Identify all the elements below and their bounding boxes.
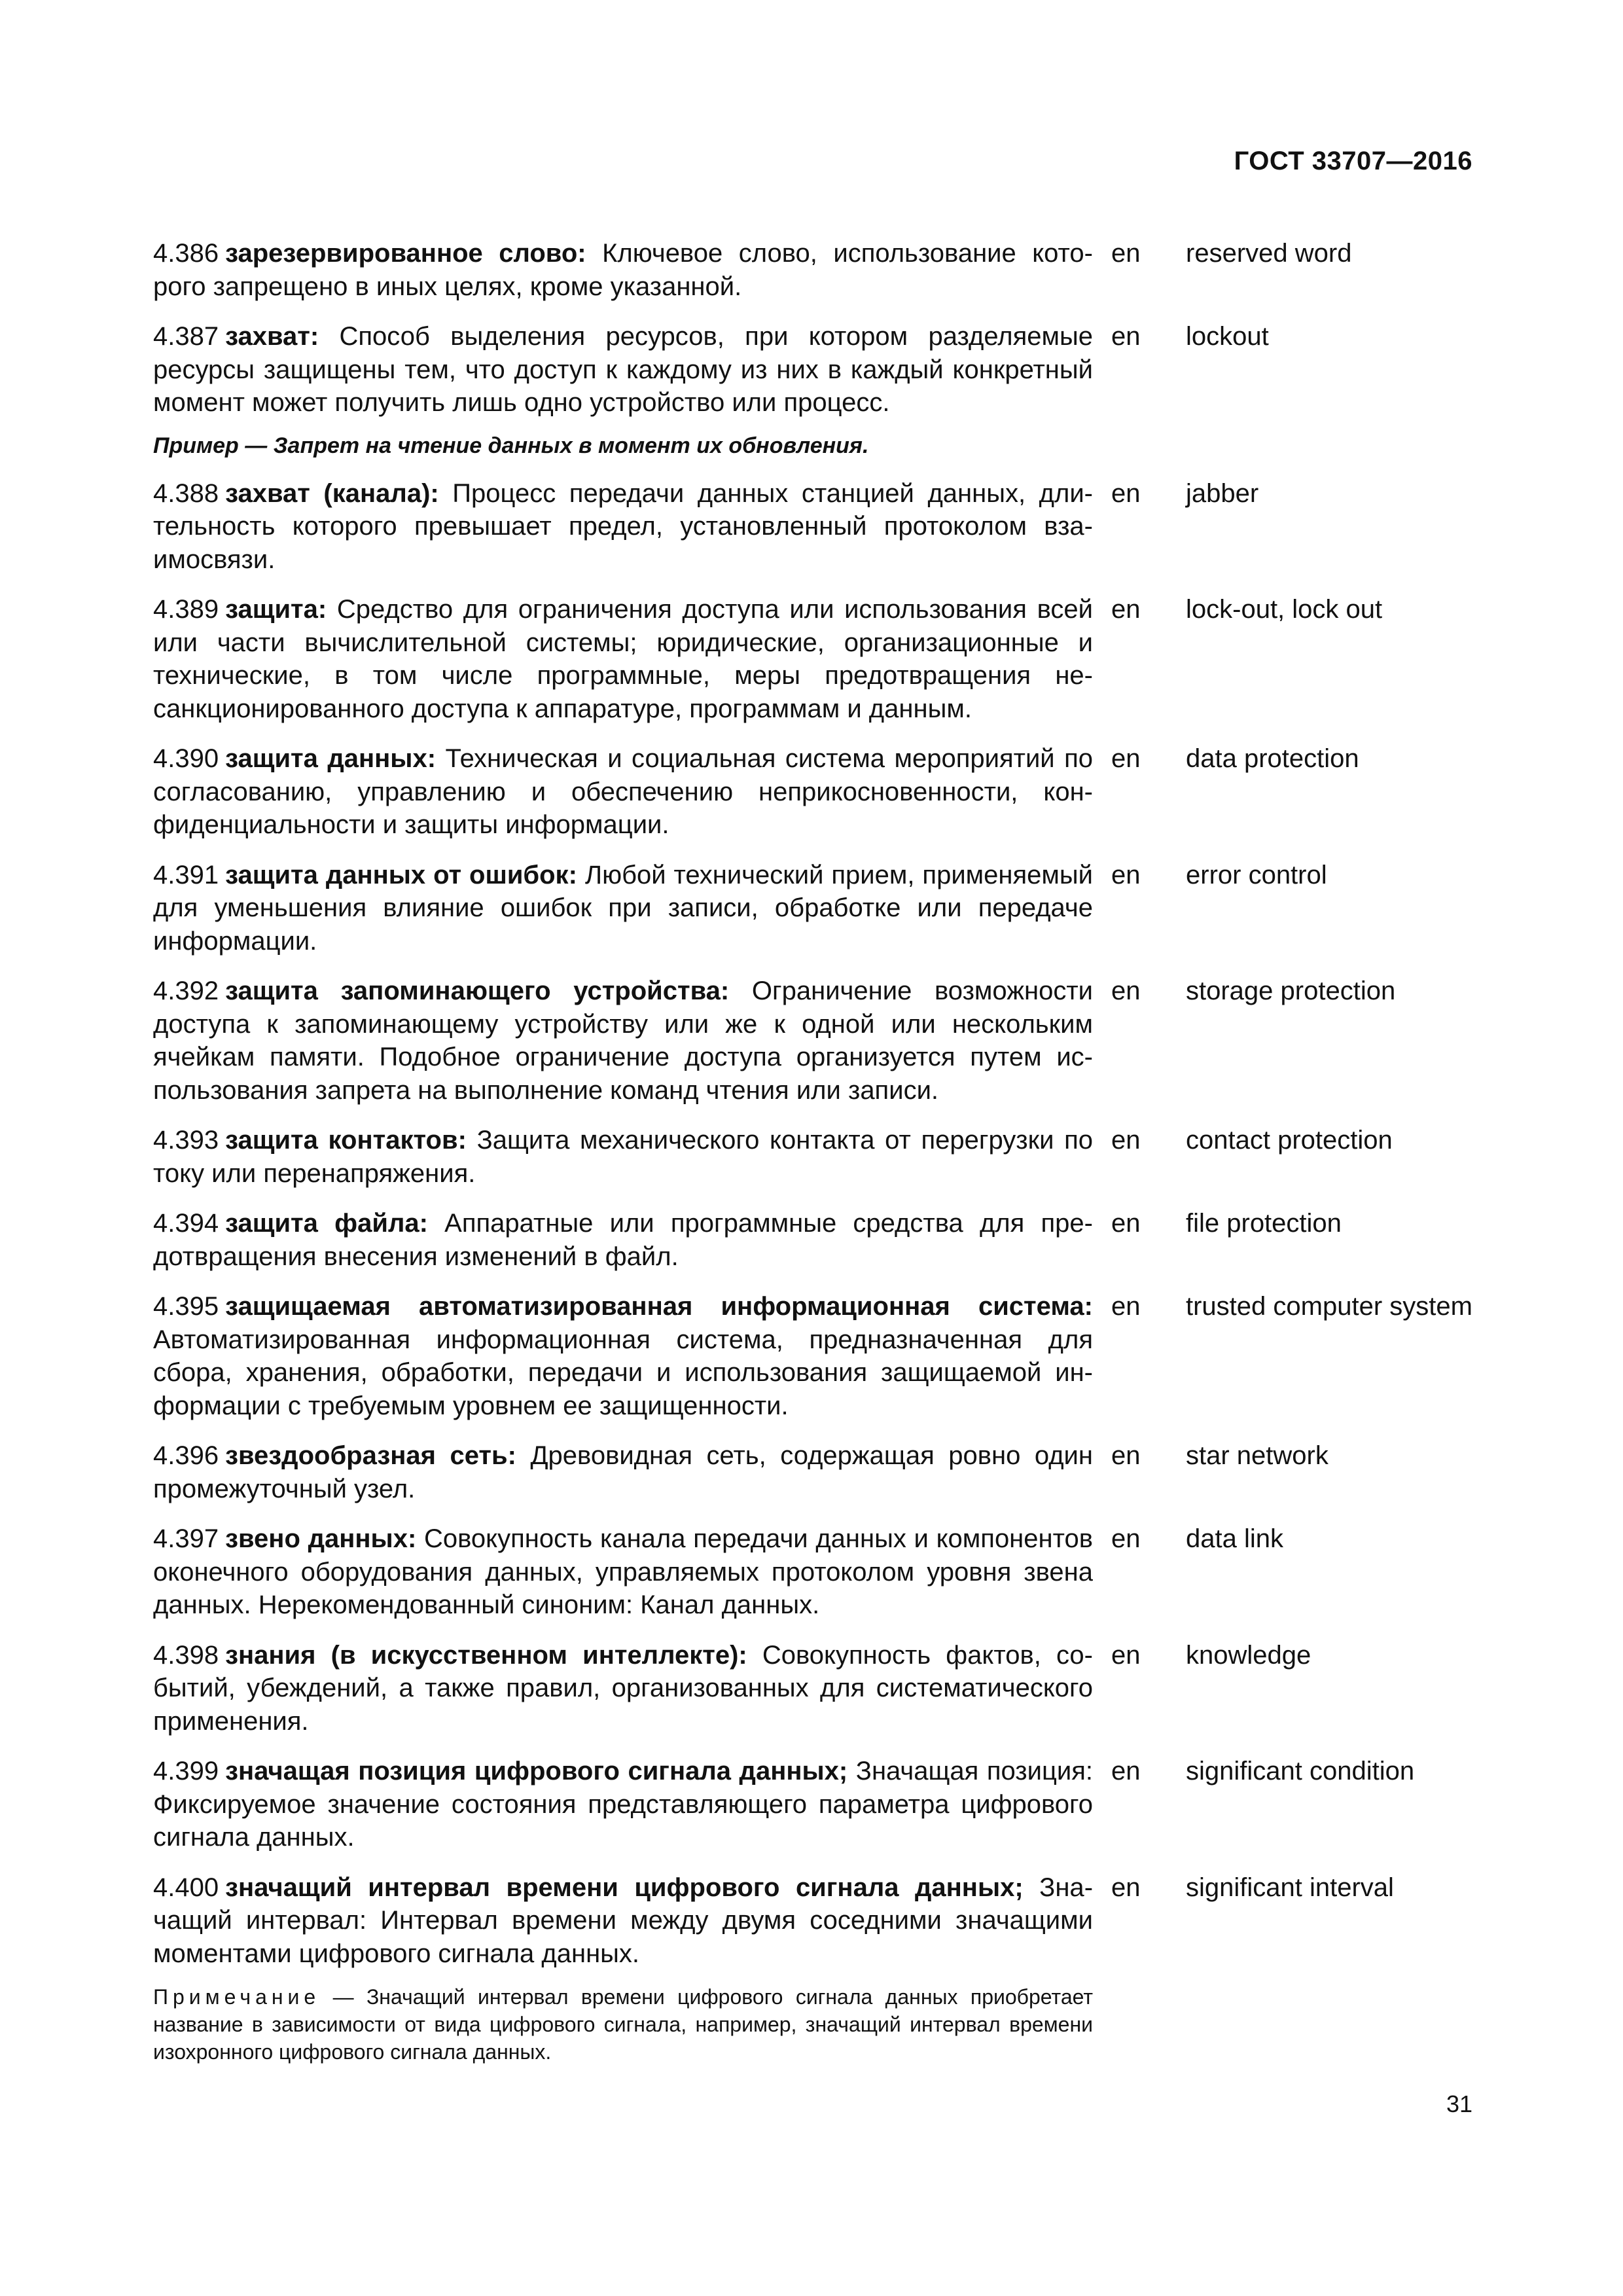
entry-number: 4.388 [153,478,219,508]
entry-definition [153,859,1093,958]
entry-term: захват: [225,322,319,351]
entry-english-term: file protection [1186,1209,1342,1238]
entry-number: 4.395 [153,1292,219,1321]
entry-definition [153,1639,1093,1738]
entry-definition [153,1124,1093,1190]
entry-text: Аппаратные или программные средства для предотвращения внесения изменений в файл. [153,1209,1093,1271]
entry-term: защита: [225,595,327,624]
entry-definition [153,237,1093,303]
entry-number: 4.389 [153,595,219,624]
note-body: — Значащий интервал времени цифрового сигнала данных приобретает название в зависимости от вида цифрового сигнала, например, значащий интервал времени изохронного цифрового сигнала данных. [153,1985,1093,2064]
entry-text: Ключевое слово, использование которого запрещено в иных целях, кроме указанной. [153,239,1093,301]
entry-definition [153,477,1093,577]
entry-term: захват (канала): [225,478,439,508]
page-number: 31 [1446,2090,1472,2117]
entry-english-term: star network [1186,1441,1329,1470]
glossary-entry [153,975,1482,1107]
entry-term: значащая позиция цифрового сигнала данных; [225,1757,848,1785]
entry-number: 4.398 [153,1640,219,1670]
glossary-entry [153,1124,1482,1190]
entry-definition [153,320,1093,420]
entry-number: 4.391 [153,860,219,889]
entry-english-term: lock-out, lock out [1186,595,1383,624]
entry-lang: en [1111,478,1141,508]
entry-definition [153,1207,1093,1273]
entry-definition [153,1755,1093,1854]
entry-lang: en [1111,1209,1141,1238]
entry-term: защищаемая автоматизированная информационная система: [225,1292,1093,1321]
entry-term: звездообразная сеть: [225,1441,516,1470]
entry-number: 4.400 [153,1873,219,1902]
entry-lang: en [1111,1441,1141,1470]
entry-number: 4.392 [153,977,219,1005]
entry-term: защита контактов: [225,1126,467,1155]
entry-text: Древовидная сеть, содержащая ровно один промежуточный узел. [153,1441,1093,1503]
entry-number: 4.394 [153,1209,219,1238]
entry-english-term: trusted computer system [1186,1292,1472,1321]
document-header: ГОСТ 33707—2016 [1234,147,1472,175]
glossary-entry [153,593,1482,725]
glossary-entry [153,859,1482,958]
entry-text: Средство для ограничения доступа или использования всей или части вычислительной системы; юридические, организационные и технические, в том числе программные, меры предотвращения несанкционированного доступа к аппаратуре, программам и данным. [153,595,1093,723]
entry-text: Защита механического контакта от перегрузки по току или перенапряжения. [153,1126,1093,1188]
entry-term: знания (в искусственном интеллекте): [225,1640,747,1670]
entry-definition [153,1439,1093,1505]
entry-lang: en [1111,1640,1141,1670]
glossary-entry [153,1639,1482,1738]
glossary-entry [153,1207,1482,1273]
entry-term: защита файла: [225,1209,428,1238]
entry-term: значащий интервал времени цифрового сигнала данных; [225,1873,1024,1902]
entry-term: защита запоминающего устройства: [225,977,730,1005]
entry-definition [153,593,1093,725]
glossary-entry [153,1522,1482,1622]
entry-number: 4.396 [153,1441,219,1470]
entry-lang: en [1111,239,1141,268]
entry-english-term: jabber [1186,478,1259,508]
entry-number: 4.399 [153,1757,219,1785]
entry-english-term: storage protection [1186,977,1396,1005]
glossary-entry [153,1439,1482,1505]
entry-lang: en [1111,322,1141,351]
entry-definition [153,1871,1093,1971]
entry-definition [153,1522,1093,1622]
entry-text: Автоматизированная информационная система, предназначенная для сбора, хранения, обработки, передачи и использования защищаемой информации с требуемым уровнем ее защищенности. [153,1325,1093,1420]
entry-lang: en [1111,977,1141,1005]
entry-text: Процесс передачи данных станцией данных, длительность которого превышает предел, установленный протоколом взаимосвязи. [153,478,1093,574]
entry-definition [153,1290,1093,1422]
entry-english-term: significant condition [1186,1757,1415,1785]
entry-term: защита данных: [225,744,437,773]
note-text [153,1983,1093,2066]
entry-text: Способ выделения ресурсов, при котором разделяемые ресурсы защищены тем, что доступ к каждому из них в каждый конкретный момент может получить лишь одно устройство или процесс. [153,322,1093,417]
glossary-entry [153,477,1482,577]
entry-english-term: data link [1186,1524,1283,1553]
entry-definition [153,742,1093,842]
entry-lang: en [1111,1126,1141,1155]
entry-english-term: data protection [1186,744,1359,773]
glossary-entry [153,1290,1482,1422]
glossary-content [153,237,1482,2066]
glossary-entry [153,1871,1482,1971]
entry-lang: en [1111,860,1141,889]
entry-text: Совокупность фактов, событий, убеждений, а также правил, организованных для систематического применения. [153,1640,1093,1736]
entry-lang: en [1111,1524,1141,1553]
entry-term: защита данных от ошибок: [225,860,577,889]
entry-english-term: reserved word [1186,239,1352,268]
entry-english-term: significant interval [1186,1873,1394,1902]
entry-english-term: lockout [1186,322,1269,351]
entry-definition [153,975,1093,1107]
glossary-entry [153,742,1482,842]
entry-text: Ограничение возможности доступа к запоминающему устройству или же к одной или нескольким ячейкам памяти. Подобное ограничение доступа организуется путем использования запрета на выполнение команд чтения или записи. [153,977,1093,1105]
entry-text: Техническая и социальная система мероприятий по согласованию, управлению и обеспечению неприкосновенности, конфиденциальности и защиты информации. [153,744,1093,839]
entry-lang: en [1111,595,1141,624]
entry-term: звено данных: [225,1524,417,1553]
entry-english-term: knowledge [1186,1640,1311,1670]
glossary-entry [153,237,1482,303]
glossary-entry [153,320,1482,420]
entry-number: 4.386 [153,239,219,268]
entry-text: Значащая позиция: Фиксируемое значение состояния представляющего параметра цифрового сигнала данных. [153,1757,1094,1852]
entry-term: зарезервированное слово: [225,239,586,268]
example-text: Пример — Запрет на чтение данных в момент их обновления. [153,433,869,458]
entry-lang: en [1111,1292,1141,1321]
entry-number: 4.393 [153,1126,219,1155]
entry-number: 4.390 [153,744,219,773]
entry-english-term: contact protection [1186,1126,1393,1155]
entry-number: 4.397 [153,1524,219,1553]
entry-lang: en [1111,744,1141,773]
entry-text: Любой технический прием, применяемый для уменьшения влияние ошибок при записи, обработке или передаче информации. [153,860,1093,956]
entry-text: Значащий интервал: Интервал времени между двумя соседними значащими моментами цифрового сигнала данных. [153,1873,1094,1968]
entry-number: 4.387 [153,322,219,351]
entry-lang: en [1111,1757,1141,1785]
entry-text: Совокупность канала передачи данных и компонентов оконечного оборудования данных, управляемых протоколом уровня звена данных. Нерекомендованный синоним: Канал данных. [153,1524,1093,1619]
note-label: Примечание [153,1985,321,2009]
glossary-entry [153,1755,1482,1854]
entry-english-term: error control [1186,860,1327,889]
entry-lang: en [1111,1873,1141,1902]
